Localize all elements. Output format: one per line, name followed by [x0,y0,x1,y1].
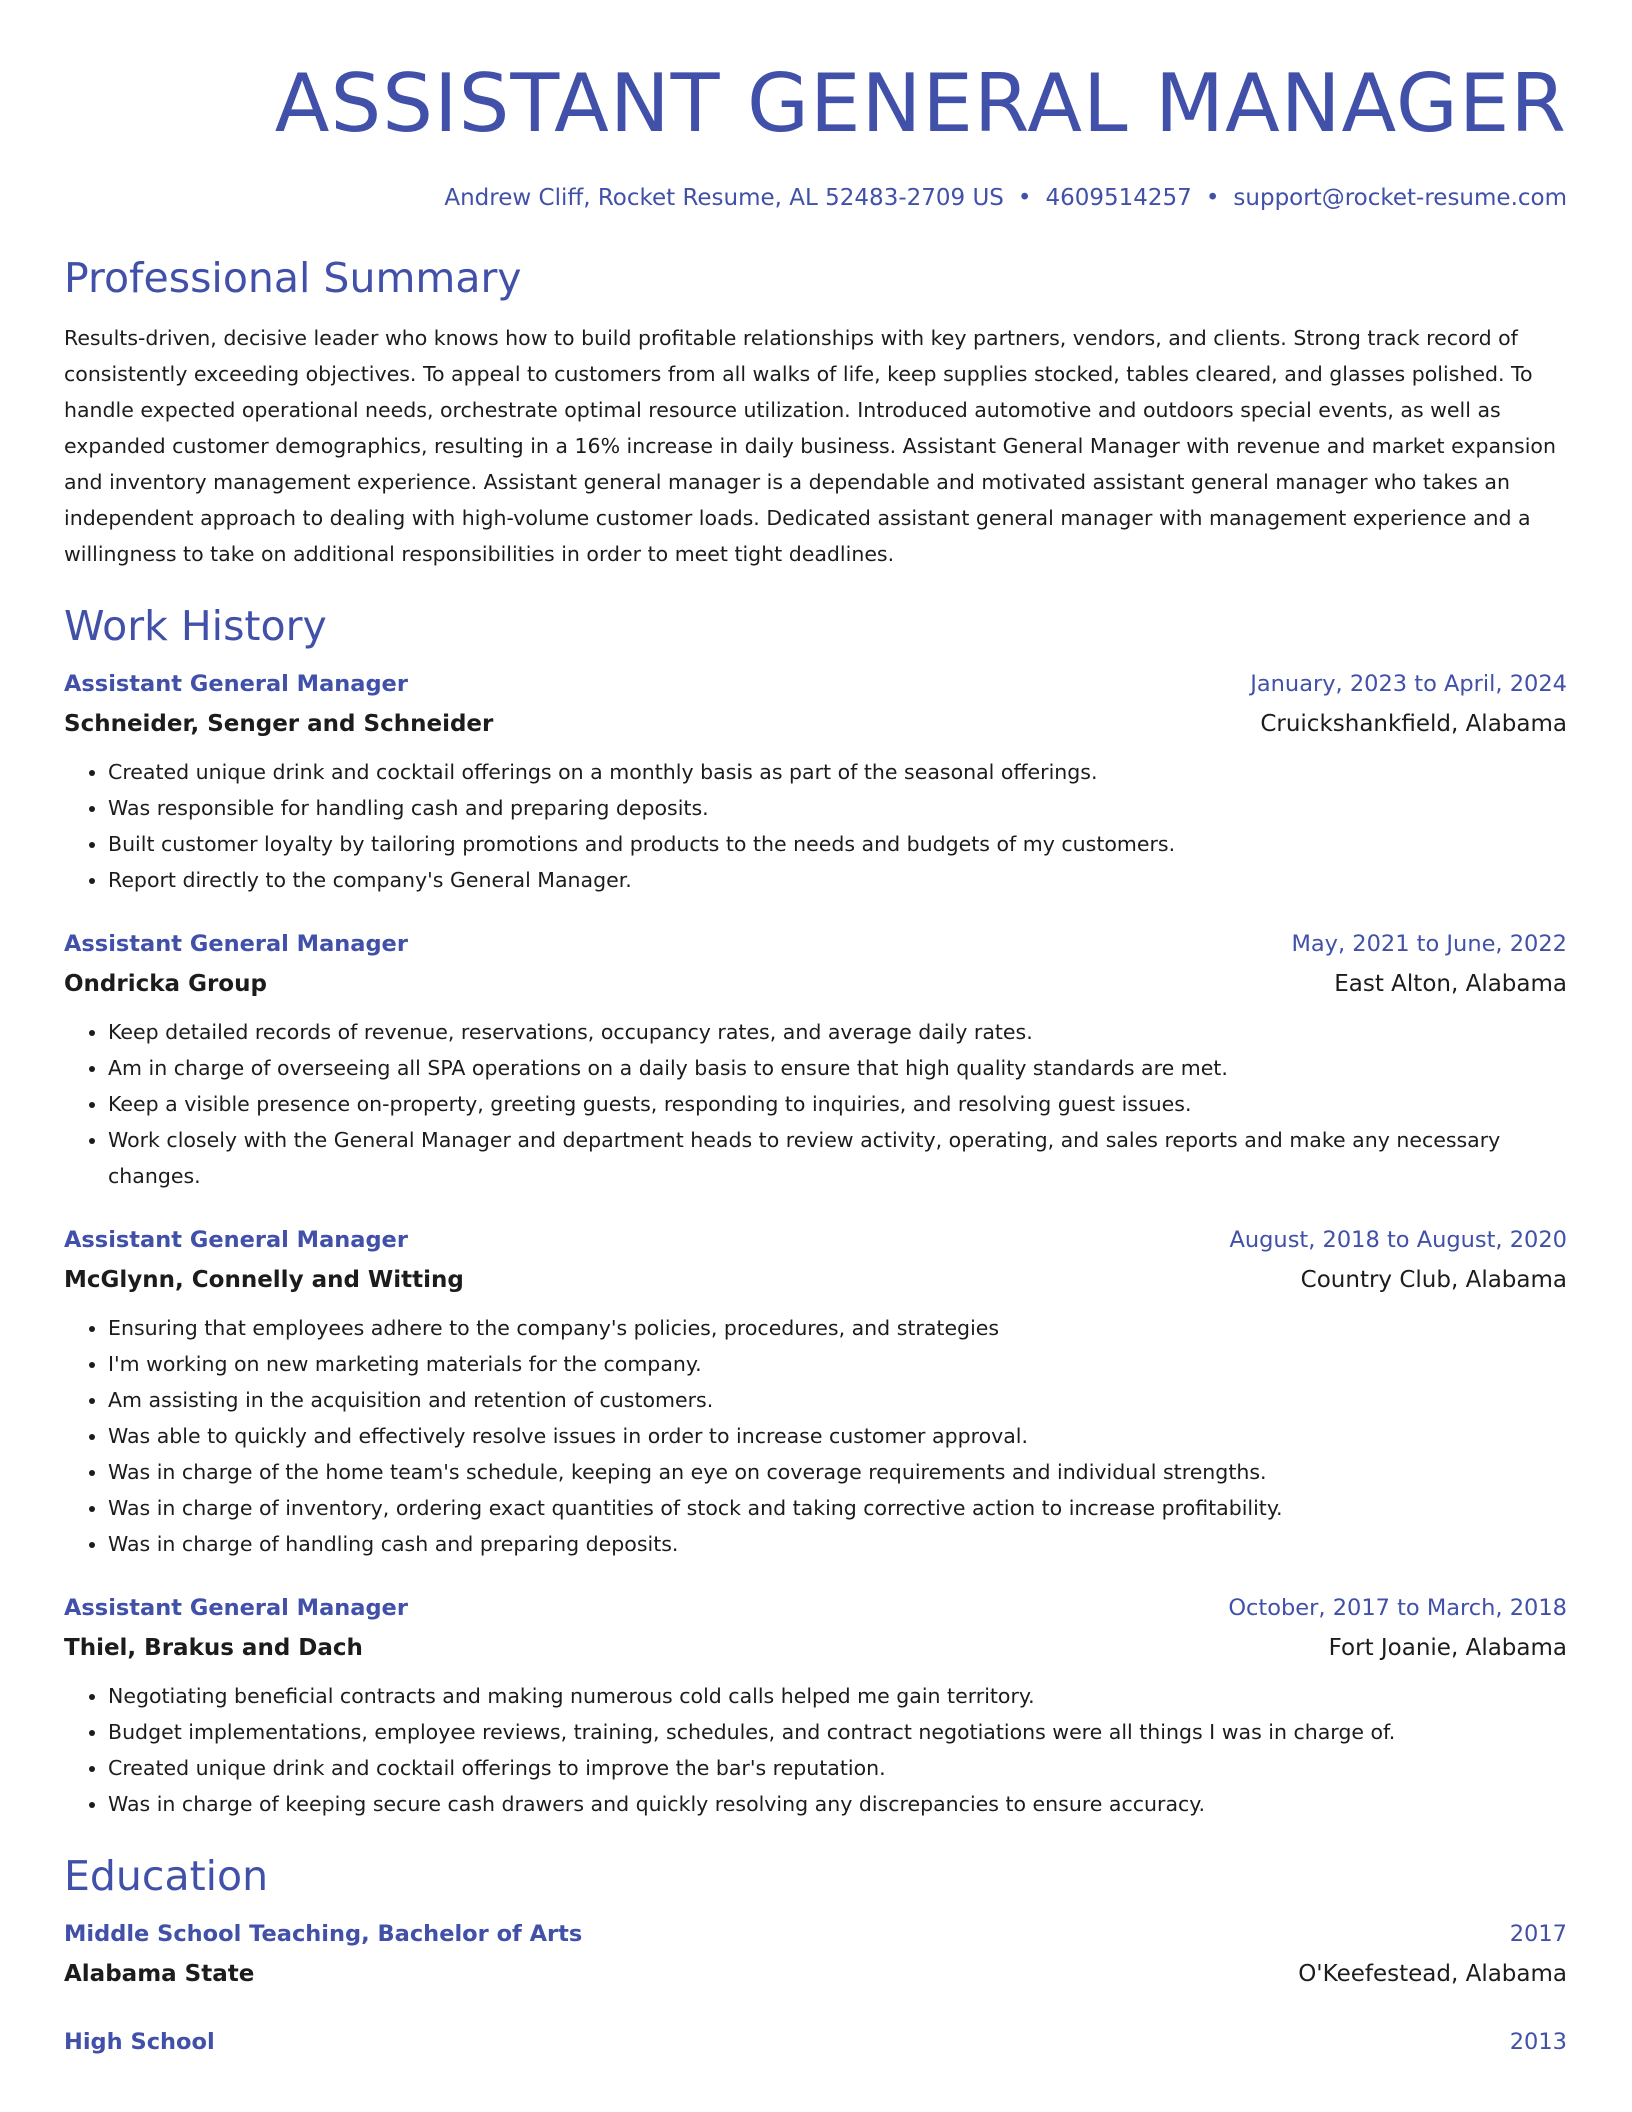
job-title: Assistant General Manager [64,671,408,697]
job-bullets [64,1014,1567,1194]
education-entry [64,1914,1567,1994]
job-bullet: • Was able to quickly and effectively resolve issues in order to increase customer approval. [108,1418,1567,1454]
job-dates: August, 2018 to August, 2020 [1229,1227,1567,1253]
job-location: East Alton, Alabama [1334,971,1567,997]
job-bullet: • Keep a visible presence on-property, greeting guests, responding to inquiries, and resolving guest issues. [108,1086,1567,1122]
job-location: Cruickshankfield, Alabama [1260,711,1567,737]
job-bullet: • Created unique drink and cocktail offerings to improve the bar's reputation. [108,1750,1567,1786]
job-bullet: • Was in charge of inventory, ordering exact quantities of stock and taking corrective action to increase profitability. [108,1490,1567,1526]
job-bullets [64,1678,1567,1822]
summary-heading: Professional Summary [64,254,522,302]
job-entry [64,664,1567,898]
job-company: McGlynn, Connelly and Witting [64,1267,464,1293]
job-company: Ondricka Group [64,971,267,997]
job-title: Assistant General Manager [64,1595,408,1621]
job-company: Schneider, Senger and Schneider [64,711,494,737]
job-bullet: • Was in charge of the home team's schedule, keeping an eye on coverage requirements and individual strengths. [108,1454,1567,1490]
job-bullet: • Budget implementations, employee reviews, training, schedules, and contract negotiations were all things I was in charge of. [108,1714,1567,1750]
job-location: Country Club, Alabama [1300,1267,1567,1293]
contact-address: Andrew Cliff, Rocket Resume, AL 52483-2709 US [444,185,1004,211]
job-company: Thiel, Brakus and Dach [64,1635,363,1661]
education-year: 2017 [1509,1921,1567,1947]
job-bullet: • Report directly to the company's General Manager. [108,862,1567,898]
education-school: Alabama State [64,1961,255,1987]
contact-phone: 4609514257 [1045,185,1192,211]
job-bullets [64,754,1567,898]
job-dates: October, 2017 to March, 2018 [1228,1595,1567,1621]
job-bullet: • Was in charge of handling cash and preparing deposits. [108,1526,1567,1562]
education-degree: High School [64,2029,215,2055]
contact-separator: • [1205,185,1220,211]
contact-separator: • [1017,185,1032,211]
job-location: Fort Joanie, Alabama [1328,1635,1567,1661]
job-bullet: • Keep detailed records of revenue, reservations, occupancy rates, and average daily rates. [108,1014,1567,1050]
resume-title: ASSISTANT GENERAL MANAGER [274,57,1567,150]
education-heading: Education [64,1852,269,1900]
education-entry [64,2022,1567,2062]
job-bullet: • Was in charge of keeping secure cash drawers and quickly resolving any discrepancies to ensure accuracy. [108,1786,1567,1822]
job-bullet: • Work closely with the General Manager and department heads to review activity, operating, and sales reports and make any necessary changes. [108,1122,1567,1194]
job-dates: January, 2023 to April, 2024 [1250,671,1567,697]
job-bullet: • Built customer loyalty by tailoring promotions and products to the needs and budgets of my customers. [108,826,1567,862]
job-dates: May, 2021 to June, 2022 [1291,931,1567,957]
job-bullet: • Ensuring that employees adhere to the company's policies, procedures, and strategies [108,1310,1567,1346]
contact-email[interactable]: support@rocket-resume.com [1233,185,1567,211]
job-bullet: • Am in charge of overseeing all SPA operations on a daily basis to ensure that high quality standards are met. [108,1050,1567,1086]
education-degree: Middle School Teaching, Bachelor of Arts [64,1921,583,1947]
job-entry [64,1588,1567,1822]
education-location: O'Keefestead, Alabama [1298,1961,1567,1987]
job-bullet: • I'm working on new marketing materials for the company. [108,1346,1567,1382]
job-bullets [64,1310,1567,1562]
job-entry [64,1220,1567,1562]
job-bullet: • Created unique drink and cocktail offerings on a monthly basis as part of the seasonal offerings. [108,754,1567,790]
job-title: Assistant General Manager [64,1227,408,1253]
job-bullet: • Was responsible for handling cash and preparing deposits. [108,790,1567,826]
job-title: Assistant General Manager [64,931,408,957]
work-history-heading: Work History [64,602,327,650]
summary-text: Results-driven, decisive leader who knows how to build profitable relationships with key partners, vendors, and clients. Strong track record of consistently exceeding objectives. To appeal to customers from all walks of life, keep supplies stocked, tables cleared, and glasses polished. To handle expected operational needs, orchestrate optimal resource utilization. Introduced automotive and outdoors special events, as well as expanded customer demographics, resulting in a 16% increase in daily business. Assistant General Manager with revenue and market expansion and inventory management experience. Assistant general manager is a dependable and motivated assistant general manager who takes an independent approach to dealing with high-volume customer loads. Dedicated assistant general manager with management experience and a willingness to take on additional responsibilities in order to meet tight deadlines. [64,326,1556,566]
education-year: 2013 [1509,2029,1567,2055]
contact-line [64,182,1567,214]
job-bullet: • Am assisting in the acquisition and retention of customers. [108,1382,1567,1418]
job-entry [64,924,1567,1194]
job-bullet: • Negotiating beneficial contracts and making numerous cold calls helped me gain territory. [108,1678,1567,1714]
